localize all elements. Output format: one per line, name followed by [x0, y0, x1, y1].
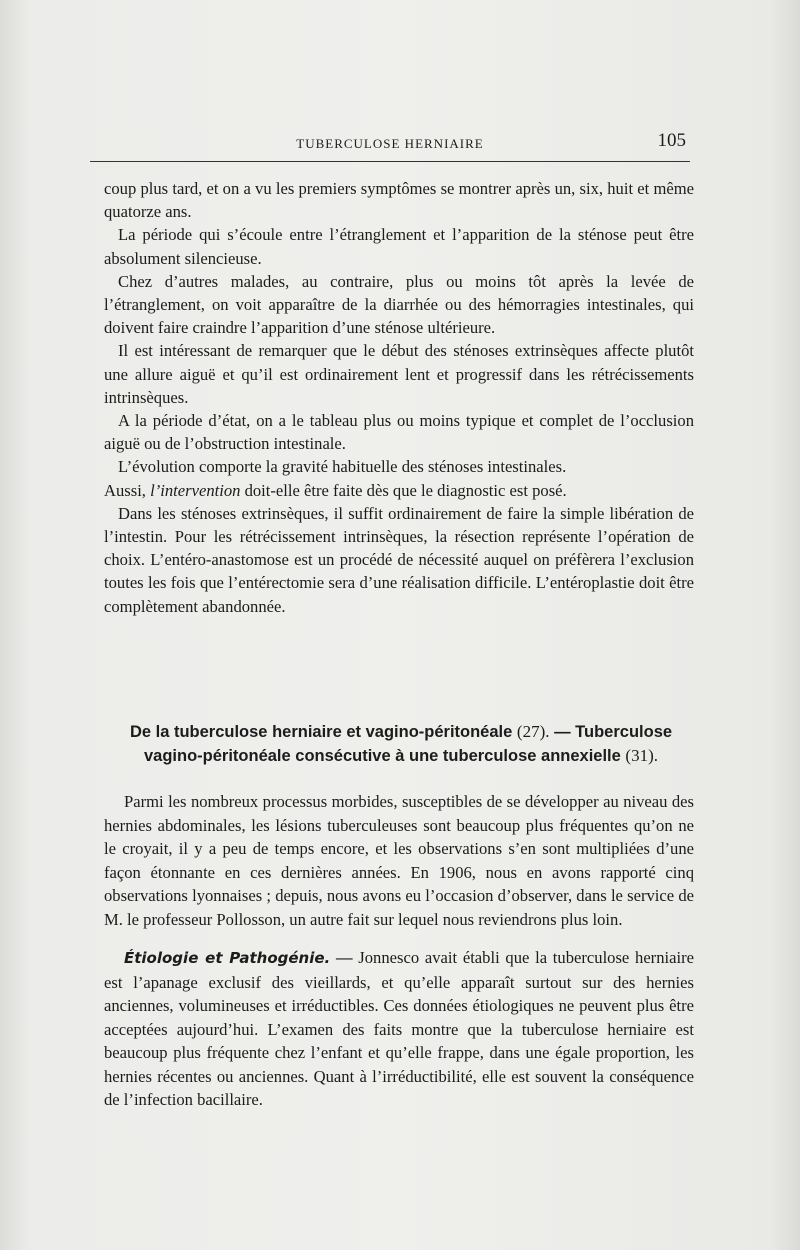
- intervention-suffix: doit-elle être faite dès que le diagnostic est posé.: [240, 480, 567, 500]
- paragraph: A la période d’état, on a le tableau plus ou moins typique et complet de l’occlusion aiguë ou de l’obstruction intestinale.: [104, 411, 694, 454]
- etiology-heading: Étiologie et Pathogénie.: [124, 949, 331, 967]
- paragraph: Chez d’autres malades, au contraire, plus ou moins tôt après la levée de l’étranglement, on voit apparaître de la diarrhée ou des hémorragies intestinales, qui doivent faire craindre l’apparition d’une sténose ultérieure.: [104, 271, 694, 338]
- running-title: TUBERCULOSE HERNIAIRE: [296, 136, 484, 151]
- first-section: [104, 177, 694, 618]
- intervention-paragraph: [104, 479, 694, 502]
- paragraph: Dans les sténoses extrinsèques, il suffit ordinairement de faire la simple libération de l’intestin. Pour les rétrécissement intrinsèques, la résection représente l’opération de choix. L’entéro-anastomose est un procédé de nécessité auquel on préfèrera l’exclusion toutes les fois que l’entérectomie sera d’une réalisation difficile. L’entéroplastie doit être complètement abandonnée.: [104, 503, 694, 616]
- paragraph: coup plus tard, et on a vu les premiers symptômes se montrer après un, six, huit et même quatorze ans.: [104, 179, 694, 222]
- heading-part2: Tuberculose vagino-péritonéale consécutive à une tuberculose annexielle: [144, 723, 673, 765]
- paragraph: La période qui s’écoule entre l’étranglement et l’apparition de la sténose peut être absolument silencieuse.: [104, 225, 694, 268]
- paragraph: Il est intéressant de remarquer que le début des sténoses extrinsèques affecte plutôt une allure aiguë et qu’il est ordinairement lent et progressif dans les rétrécissements intrinsèques.: [104, 341, 694, 407]
- etiology-paragraph: [104, 946, 694, 1112]
- section-heading: [104, 720, 698, 768]
- heading-ref1: (27).: [516, 722, 550, 741]
- intervention-emphasis: l’intervention: [150, 480, 241, 500]
- second-section: [104, 790, 694, 1112]
- intervention-prefix: Aussi,: [104, 480, 151, 500]
- etiology-dash: —: [335, 948, 353, 967]
- heading-dash: —: [554, 723, 571, 741]
- heading-ref2: (31).: [625, 746, 658, 765]
- page-header: [90, 128, 690, 164]
- page-number: 105: [657, 130, 686, 151]
- intro-paragraph: Parmi les nombreux processus morbides, susceptibles de se développer au niveau des hernies abdominales, les lésions tuberculeuses sont beaucoup plus fréquentes qu’on ne le croyait, il y a peu de temps encore, et les observations s’en sont multipliées d’une façon étonnante en ces dernières années. En 1906, nous en avons rapporté cinq observations lyonnaises ; depuis, nous avons eu l’occasion d’observer, dans le service de M. le professeur Pollosson, un autre fait sur lequel nous reviendrons plus loin.: [104, 792, 694, 929]
- heading-part1: De la tuberculose herniaire et vagino-péritonéale: [129, 723, 513, 741]
- header-rule: [90, 161, 690, 162]
- etiology-text: Jonnesco avait établi que la tuberculose herniaire est l’apanage exclusif des vieillards, et qu’elle apparaît surtout sur des hernies anciennes, volumineuses et irréductibles. Ces données étiologiques ne peuvent plus être acceptées aujourd’hui. L’examen des faits montre que la tuberculose herniaire est beaucoup plus fréquente chez l’enfant et qu’elle frappe, dans une égale proportion, les hernies récentes ou anciennes. Quant à l’irréductibilité, elle est souvent la conséquence de l’infection bacillaire.: [104, 948, 694, 1109]
- paragraph: L’évolution comporte la gravité habituelle des sténoses intestinales.: [118, 457, 567, 477]
